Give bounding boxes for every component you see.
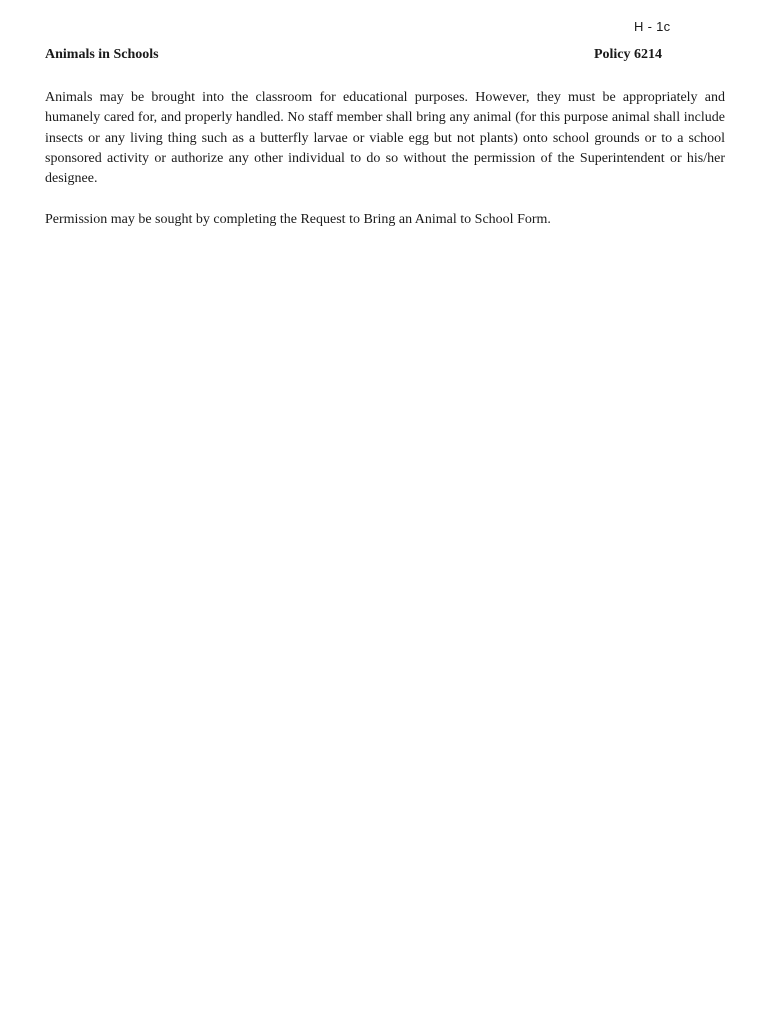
policy-paragraph-1: Animals may be brought into the classroom for educational purposes. However, they must be appropriately and humanely cared for, and properly handled. No staff member shall bring any animal (for this purpose animal shall include insects or any living thing such as a butterfly larvae or viable egg but not plants) onto school grounds or to a school sponsored activity or authorize any other individual to do so without the permission of the Superintendent or his/her designee. <box>45 90 725 187</box>
policy-number: Policy 6214 <box>593 47 662 62</box>
policy-paragraph-2: Permission may be sought by completing the Request to Bring an Animal to School Form. <box>45 212 551 227</box>
document-title: Animals in Schools <box>45 47 159 62</box>
page-code: H - 1c <box>634 19 671 34</box>
document-header <box>45 47 662 67</box>
